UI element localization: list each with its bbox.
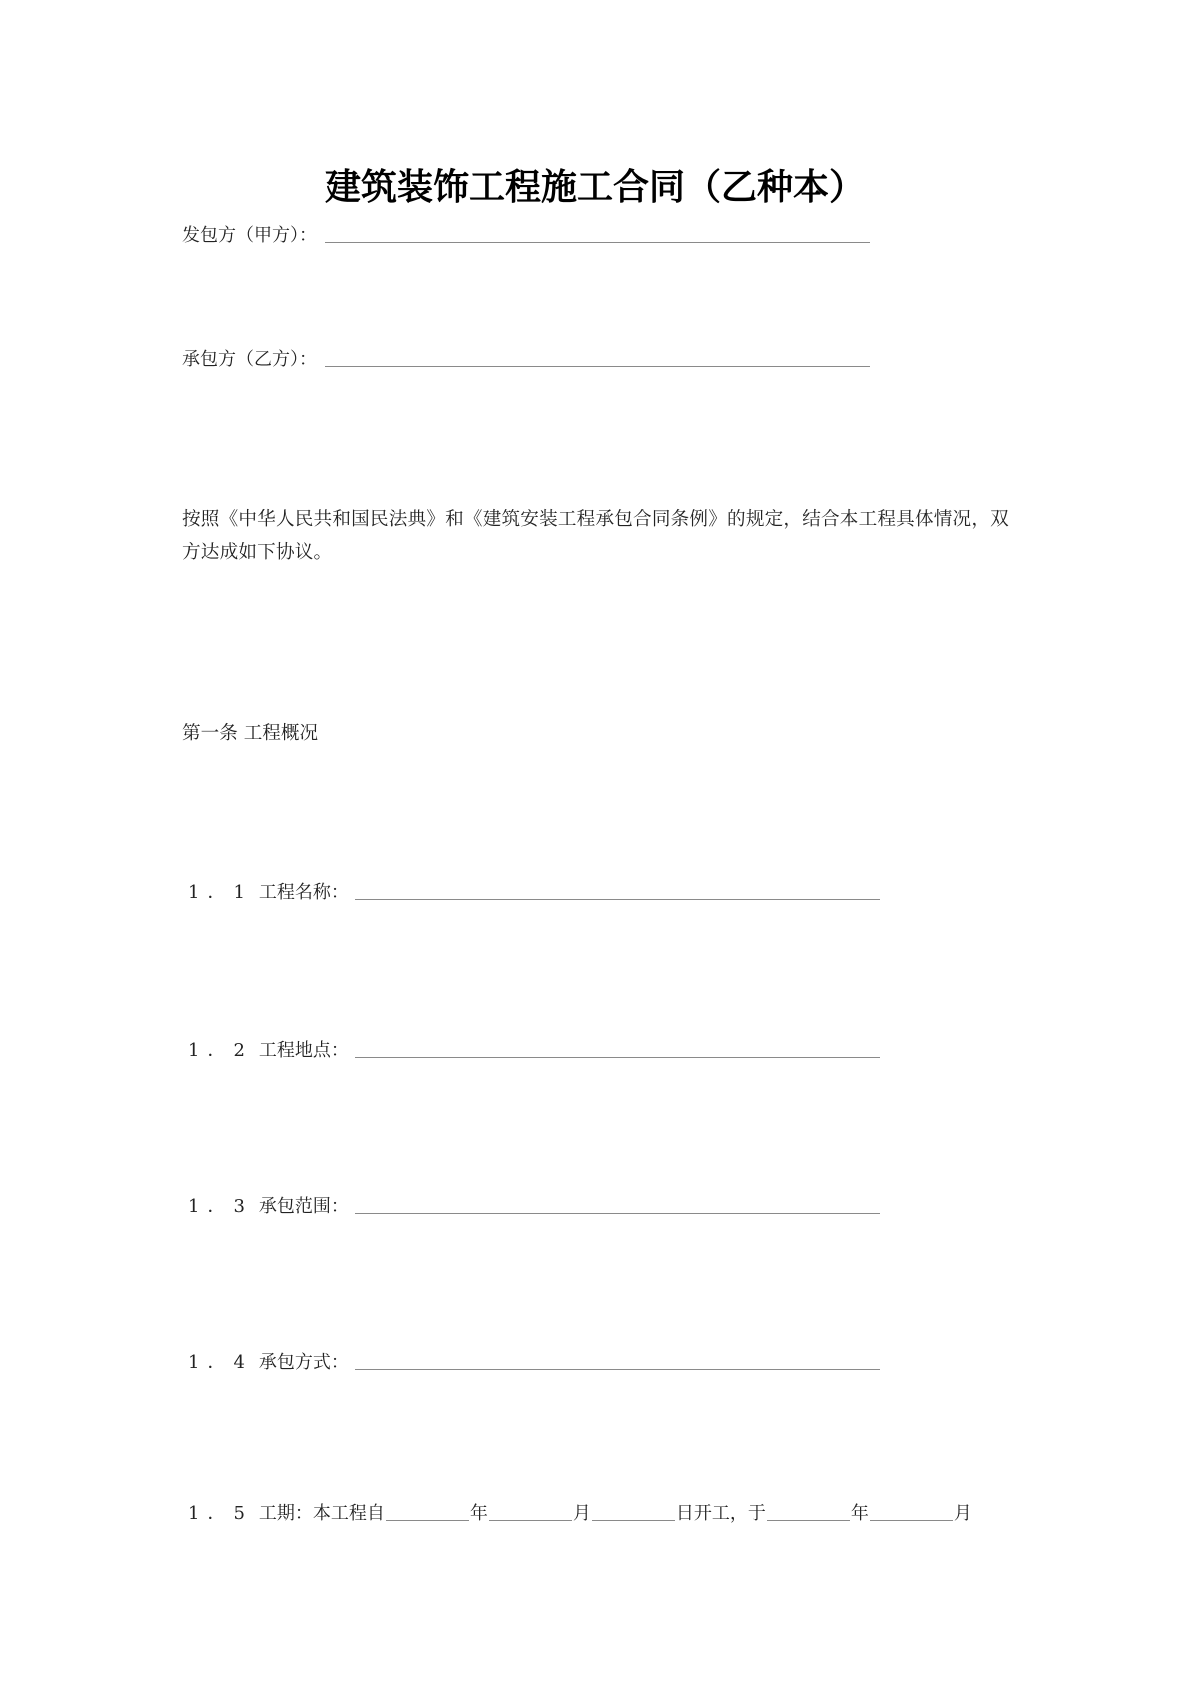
- item-number: 1．2: [188, 1040, 253, 1061]
- party-a-label: 发包方（甲方）：: [182, 225, 317, 246]
- start-month-field[interactable]: [489, 1519, 572, 1521]
- item-label: 承包范围：: [258, 1196, 349, 1217]
- party-b-row: [182, 348, 871, 372]
- item-label: 工程地点：: [258, 1040, 349, 1061]
- item-1-3-row: [182, 1195, 881, 1219]
- item-1-5-row: [182, 1502, 972, 1526]
- item-1-4-row: [182, 1351, 881, 1375]
- item-1-1-row: [182, 881, 881, 905]
- item-number: 1．5: [188, 1503, 253, 1524]
- end-year-unit: 年: [850, 1503, 869, 1524]
- item-label: 工期：本工程自: [258, 1503, 385, 1524]
- start-day-unit: 日开工，于: [675, 1503, 766, 1524]
- item-label: 工程名称：: [258, 882, 349, 903]
- item-number: 1．4: [188, 1352, 253, 1373]
- project-location-field[interactable]: [355, 1056, 880, 1058]
- item-label: 承包方式：: [258, 1352, 349, 1373]
- party-a-field[interactable]: [325, 241, 870, 243]
- end-year-field[interactable]: [767, 1519, 850, 1521]
- article-1-heading: 第一条 工程概况: [182, 723, 319, 744]
- start-year-field[interactable]: [386, 1519, 469, 1521]
- contract-scope-field[interactable]: [355, 1212, 880, 1214]
- party-a-row: [182, 224, 871, 248]
- start-month-unit: 月: [572, 1503, 591, 1524]
- party-b-label: 承包方（乙方）：: [182, 349, 317, 370]
- project-name-field[interactable]: [355, 898, 880, 900]
- item-number: 1．1: [188, 882, 253, 903]
- party-b-field[interactable]: [325, 365, 870, 367]
- item-number: 1．3: [188, 1196, 253, 1217]
- start-year-unit: 年: [469, 1503, 488, 1524]
- end-month-unit: 月: [953, 1503, 972, 1524]
- item-1-2-row: [182, 1039, 881, 1063]
- end-month-field[interactable]: [870, 1519, 953, 1521]
- preamble-paragraph: 按照《中华人民共和国民法典》和《建筑安装工程承包合同条例》的规定，结合本工程具体情况，双方达成如下协议。: [182, 509, 1009, 563]
- contract-method-field[interactable]: [355, 1368, 880, 1370]
- start-day-field[interactable]: [592, 1519, 675, 1521]
- document-title: 建筑装饰工程施工合同（乙种本）: [324, 167, 865, 208]
